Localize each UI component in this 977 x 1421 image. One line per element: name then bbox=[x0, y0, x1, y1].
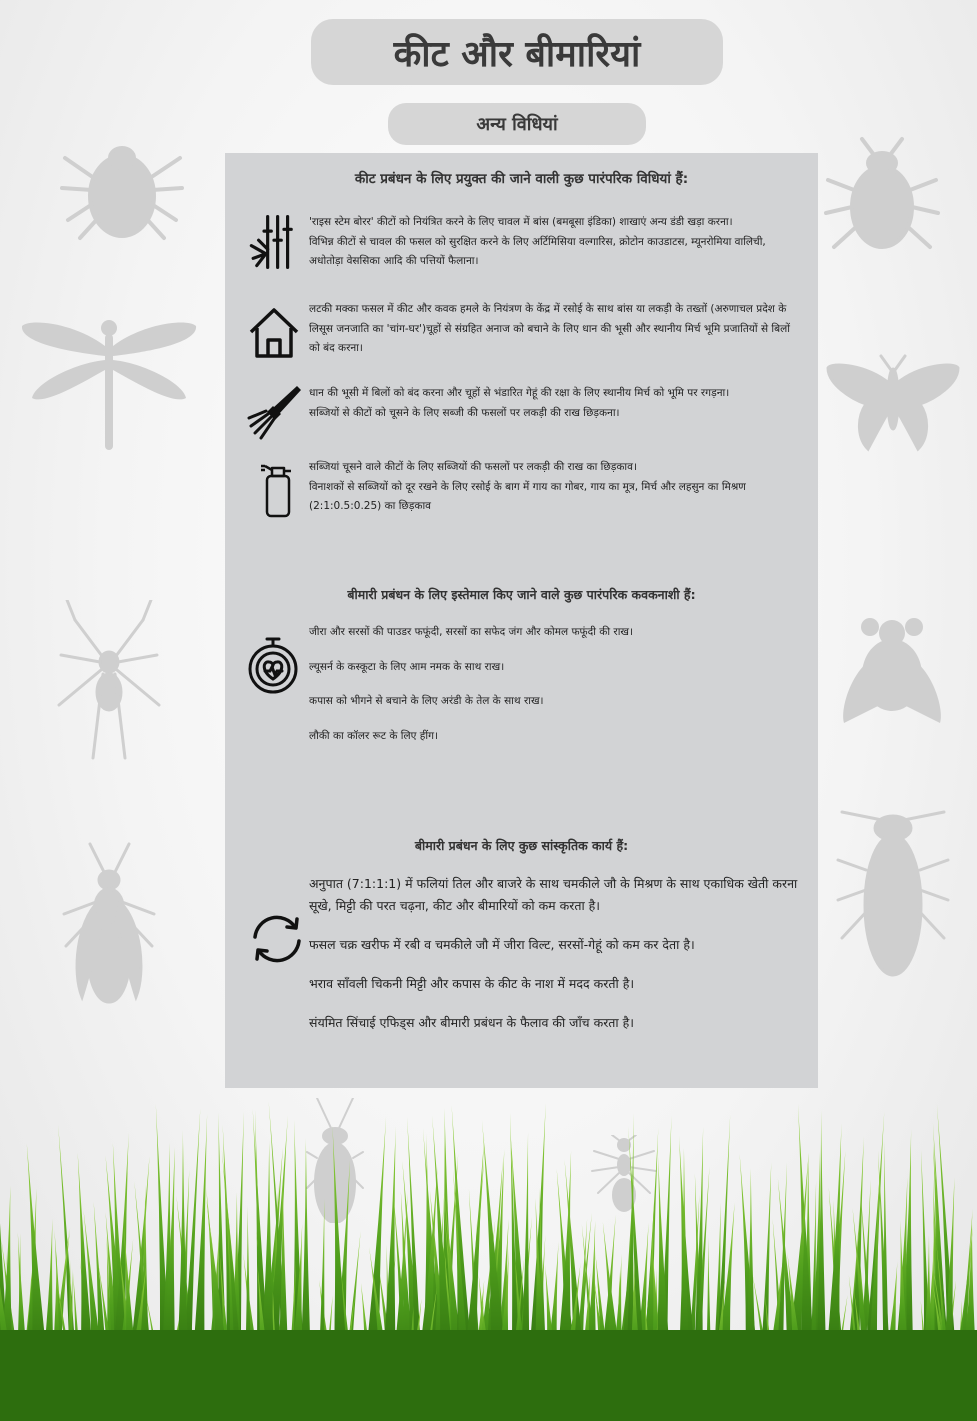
brush-icon bbox=[245, 384, 303, 442]
text-line: सब्जियां चूसने वाले कीटों के लिए सब्जियों की फसलों पर लकड़ी की राख का छिड़काव। bbox=[309, 461, 637, 473]
wasp-icon bbox=[62, 842, 157, 1007]
butterfly-icon bbox=[826, 354, 961, 454]
spider-icon bbox=[55, 600, 163, 762]
spray-bottle-icon bbox=[245, 460, 303, 518]
beetle-icon bbox=[822, 135, 942, 255]
pest-item-bamboo-text bbox=[309, 213, 799, 272]
text-line: संयमित सिंचाई एफिड्स और बीमारी प्रबंधन के फैलाव की जाँच करता है। bbox=[309, 1015, 635, 1030]
text-line: भराव साँवली चिकनी मिट्टी और कपास के कीट के नाश में मदद करती है। bbox=[309, 976, 635, 991]
fungicide-list-text bbox=[309, 623, 799, 761]
page-title: कीट और बीमारियां bbox=[393, 33, 641, 75]
pest-item-brush-text bbox=[309, 384, 799, 423]
text-line: 'राइस स्टेम बोरर' कीटों को नियंत्रित करने के लिए चावल में बांस (बमबूसा इंडिका) शाखाएं अन्य डंडी खड़ा करना। bbox=[309, 216, 733, 228]
health-timer-icon bbox=[245, 635, 301, 695]
fungicide-section-heading: बीमारी प्रबंधन के लिए इस्तेमाल किए जाने वाले कुछ पारंपरिक कवकनाशी हैं: bbox=[347, 587, 696, 602]
text-line: अनुपात (7:1:1:1) में फलियां तिल और बाजरे के साथ चमकीले जौ के मिश्रण के साथ एकाधिक खेती करना सूखे, मिट्टी की परत चढ़ना, कीट और बीमारियों को कम करता है। bbox=[309, 876, 798, 913]
bamboo-stems-icon bbox=[245, 213, 303, 271]
text-line: विभिन्न कीटों से चावल की फसल को सुरक्षित करने के लिए अर्टिमिसिया वल्गारिस, क्रोटोन काउडाटस, म्यूनरोमिया वालिची, अधोतोड़ा वेससिका आदि की पत्तियों फैलाना। bbox=[309, 235, 766, 267]
pest-item-spray-text bbox=[309, 458, 799, 517]
text-line: लौकी का कॉलर रूट के लिए हींग। bbox=[309, 729, 438, 742]
text-line: जीरा और सरसों की पाउडर फफूंदी, सरसों का सफेद जंग और कोमल फफूंदी की राख। bbox=[309, 626, 633, 638]
fly-icon bbox=[840, 615, 945, 727]
cultural-section-heading: बीमारी प्रबंधन के लिए कुछ सांस्कृतिक कार्य हैं: bbox=[414, 838, 629, 853]
subtitle-banner bbox=[388, 103, 646, 145]
text-line: लटकी मक्का फसल में कीट और कवक हमले के नियंत्रण के केंद्र में रसोई के साथ बांस या लकड़ी के तख्तों (अरुणाचल प्रदेश के लिसूस जनजाति का 'चांग-घर')चूहों से संग्रहित अनाज को बचाने के लिए धान की भूसी और स्थानीय मिर्च भूमि प्रजातियों से बिलों को बंद करना। bbox=[309, 303, 790, 354]
page-subtitle: अन्य विधियां bbox=[476, 114, 558, 135]
cultural-list-text bbox=[309, 873, 799, 1051]
text-line: ल्यूसर्न के कस्कूटा के लिए आम नमक के साथ राख। bbox=[309, 660, 505, 673]
tick-icon bbox=[60, 128, 185, 243]
grass-border bbox=[0, 1100, 977, 1421]
rotation-arrows-icon bbox=[247, 911, 307, 967]
dragonfly-icon bbox=[20, 318, 198, 453]
pest-item-house-text bbox=[309, 300, 799, 359]
text-line: धान की भूसी में बिलों को बंद करना और चूहों से भंडारित गेहूं की रक्षा के लिए स्थानीय मिर्च को भूमि पर रगड़ना। bbox=[309, 387, 730, 399]
content-panel bbox=[225, 153, 818, 1088]
pest-section-heading: कीट प्रबंधन के लिए प्रयुक्त की जाने वाली कुछ पारंपरिक विधियां हैं: bbox=[354, 171, 689, 187]
house-icon bbox=[245, 304, 303, 362]
title-banner bbox=[311, 19, 723, 85]
text-line: फसल चक्र खरीफ में रबी व चमकीले जौ में जीरा विल्ट, सरसों-गेहूं को कम कर देता है। bbox=[309, 937, 695, 952]
text-line: कपास को भीगने से बचाने के लिए अरंडी के तेल के साथ राख। bbox=[309, 695, 544, 707]
text-line: सब्जियों से कीटों को चूसने के लिए सब्जी की फसलों पर लकड़ी की राख छिड़कना। bbox=[309, 406, 620, 419]
text-line: विनाशकों से सब्जियों को दूर रखने के लिए रसोई के बाग में गाय का गोबर, गाय का मूत्र, मिर्च और लहसुन का मिश्रण (2:1:0.5:0.25) का छिड़काव bbox=[309, 480, 746, 512]
cockroach-icon bbox=[832, 810, 954, 978]
